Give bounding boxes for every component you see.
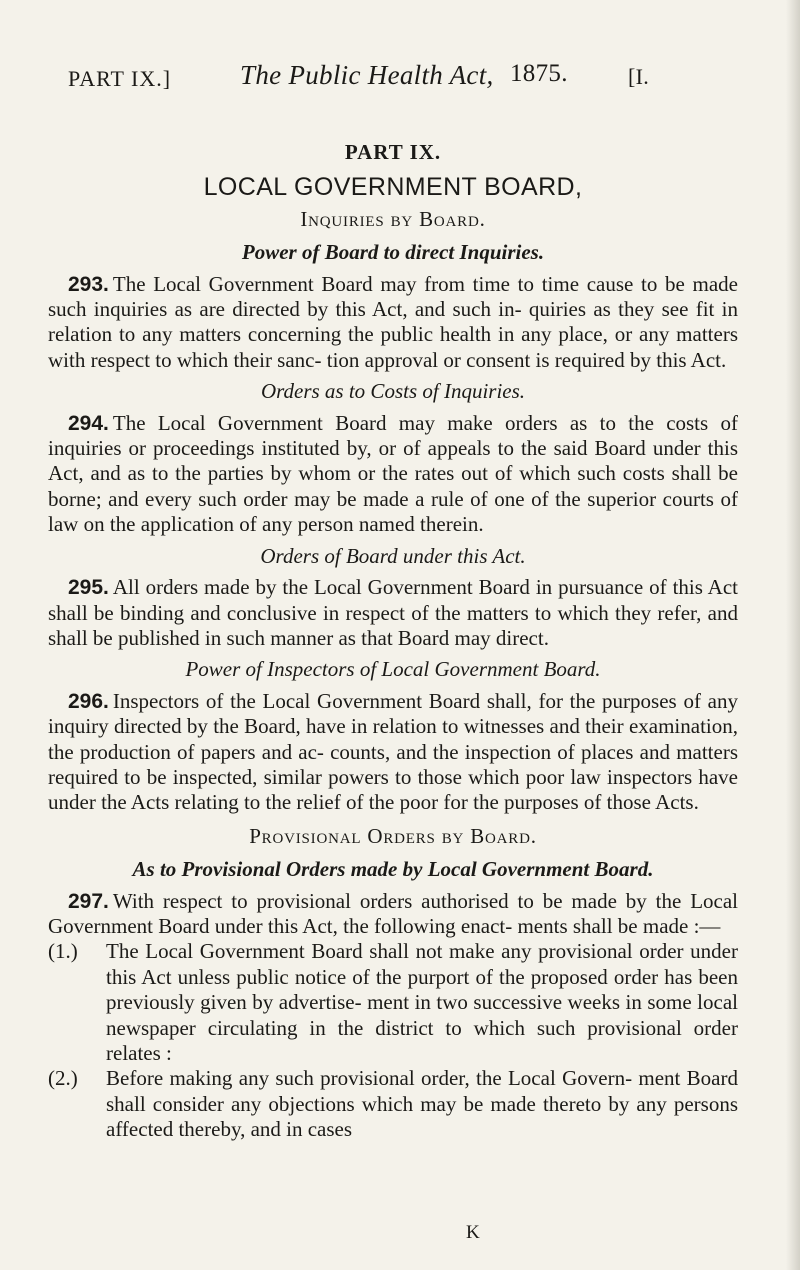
main-heading: LOCAL GOVERNMENT BOARD, [203,173,583,202]
section-text-295: All orders made by the Local Government Board in pursuance of this Act shall be binding and conclusive in respect of the matters to which they refer, and shall be published in such manner as that Board may direct. [48,575,738,650]
running-head-title: The Public Health Act, [240,60,494,90]
section-number-294: 294. [68,411,109,435]
section-text-297: With respect to provisional orders authorised to be made by the Local Government Board under this Act, the following enact- ments shall be made :— [48,888,738,938]
list-item-number: (1.) [48,939,78,964]
signature-mark: K [466,1222,480,1243]
section-number-293: 293. [68,272,109,296]
running-head-part: PART IX.] [68,66,172,91]
section-heading-inquiries: Inquiries by Board. [300,206,486,231]
section-text-296: Inspectors of the Local Government Board shall, for the purposes of any inquiry directed by the Board, have in relation to witnesses and their examination, the production of papers and ac- counts, and the inspection of places and matters required to be inspected, similar powers to those which poor law inspectors have under the Acts relating to the relief of the poor for the purposes of those Acts. [48,688,738,815]
part-heading: PART IX. [344,140,442,164]
subhead-296: Power of Inspectors of Local Government Board. [185,657,601,682]
subhead-295: Orders of Board under this Act. [260,543,526,568]
section-number-297: 297. [68,889,109,913]
list-item [48,1066,738,1142]
section-number-296: 296. [68,689,109,713]
subhead-297: As to Provisional Orders made by Local Government Board. [132,857,654,882]
section-294 [48,411,738,538]
section-297 [48,889,738,940]
list-item-text: The Local Government Board shall not make any provisional order under this Act unless public notice of the purport of the proposed order has been previously given by advertise- ment in two successive weeks in some local newspaper circulating in the district to which such provisional order relates : [106,939,738,1065]
list-item [48,939,738,1066]
running-head-year: 1875. [510,60,568,87]
section-295 [48,575,738,651]
body-text [48,140,738,1143]
section-heading-provisional: Provisional Orders by Board. [249,823,537,848]
subhead-294: Orders as to Costs of Inquiries. [260,379,526,404]
section-296 [48,689,738,816]
section-text-293: The Local Government Board may from time to time cause to be made such inquiries as are directed by this Act, and such in- quiries as they see fit in relation to any matters concerning the public health in any place, or any matters with respect to which their sanc- tion approval or consent is required by this Act. [48,271,738,372]
list-item-text: Before making any such provisional order, the Local Govern- ment Board shall consider any objections which may be made thereto by any persons affected thereby, and in cases [106,1066,738,1142]
section-number-295: 295. [68,576,109,600]
subhead-293: Power of Board to direct Inquiries. [241,240,545,265]
page-edge-shadow [786,0,800,1270]
running-head-mark: [I. [628,64,650,89]
list-item-number: (2.) [48,1066,78,1091]
section-text-294: The Local Government Board may make orders as to the costs of inquiries or proceedings instituted by, or of appeals to the said Board under this Act, and as to the parties by whom or the rates out of which such costs shall be borne; and every such order may be made a rule of one of the superior courts of law on the application of any person named therein. [48,410,738,537]
section-293 [48,272,738,374]
